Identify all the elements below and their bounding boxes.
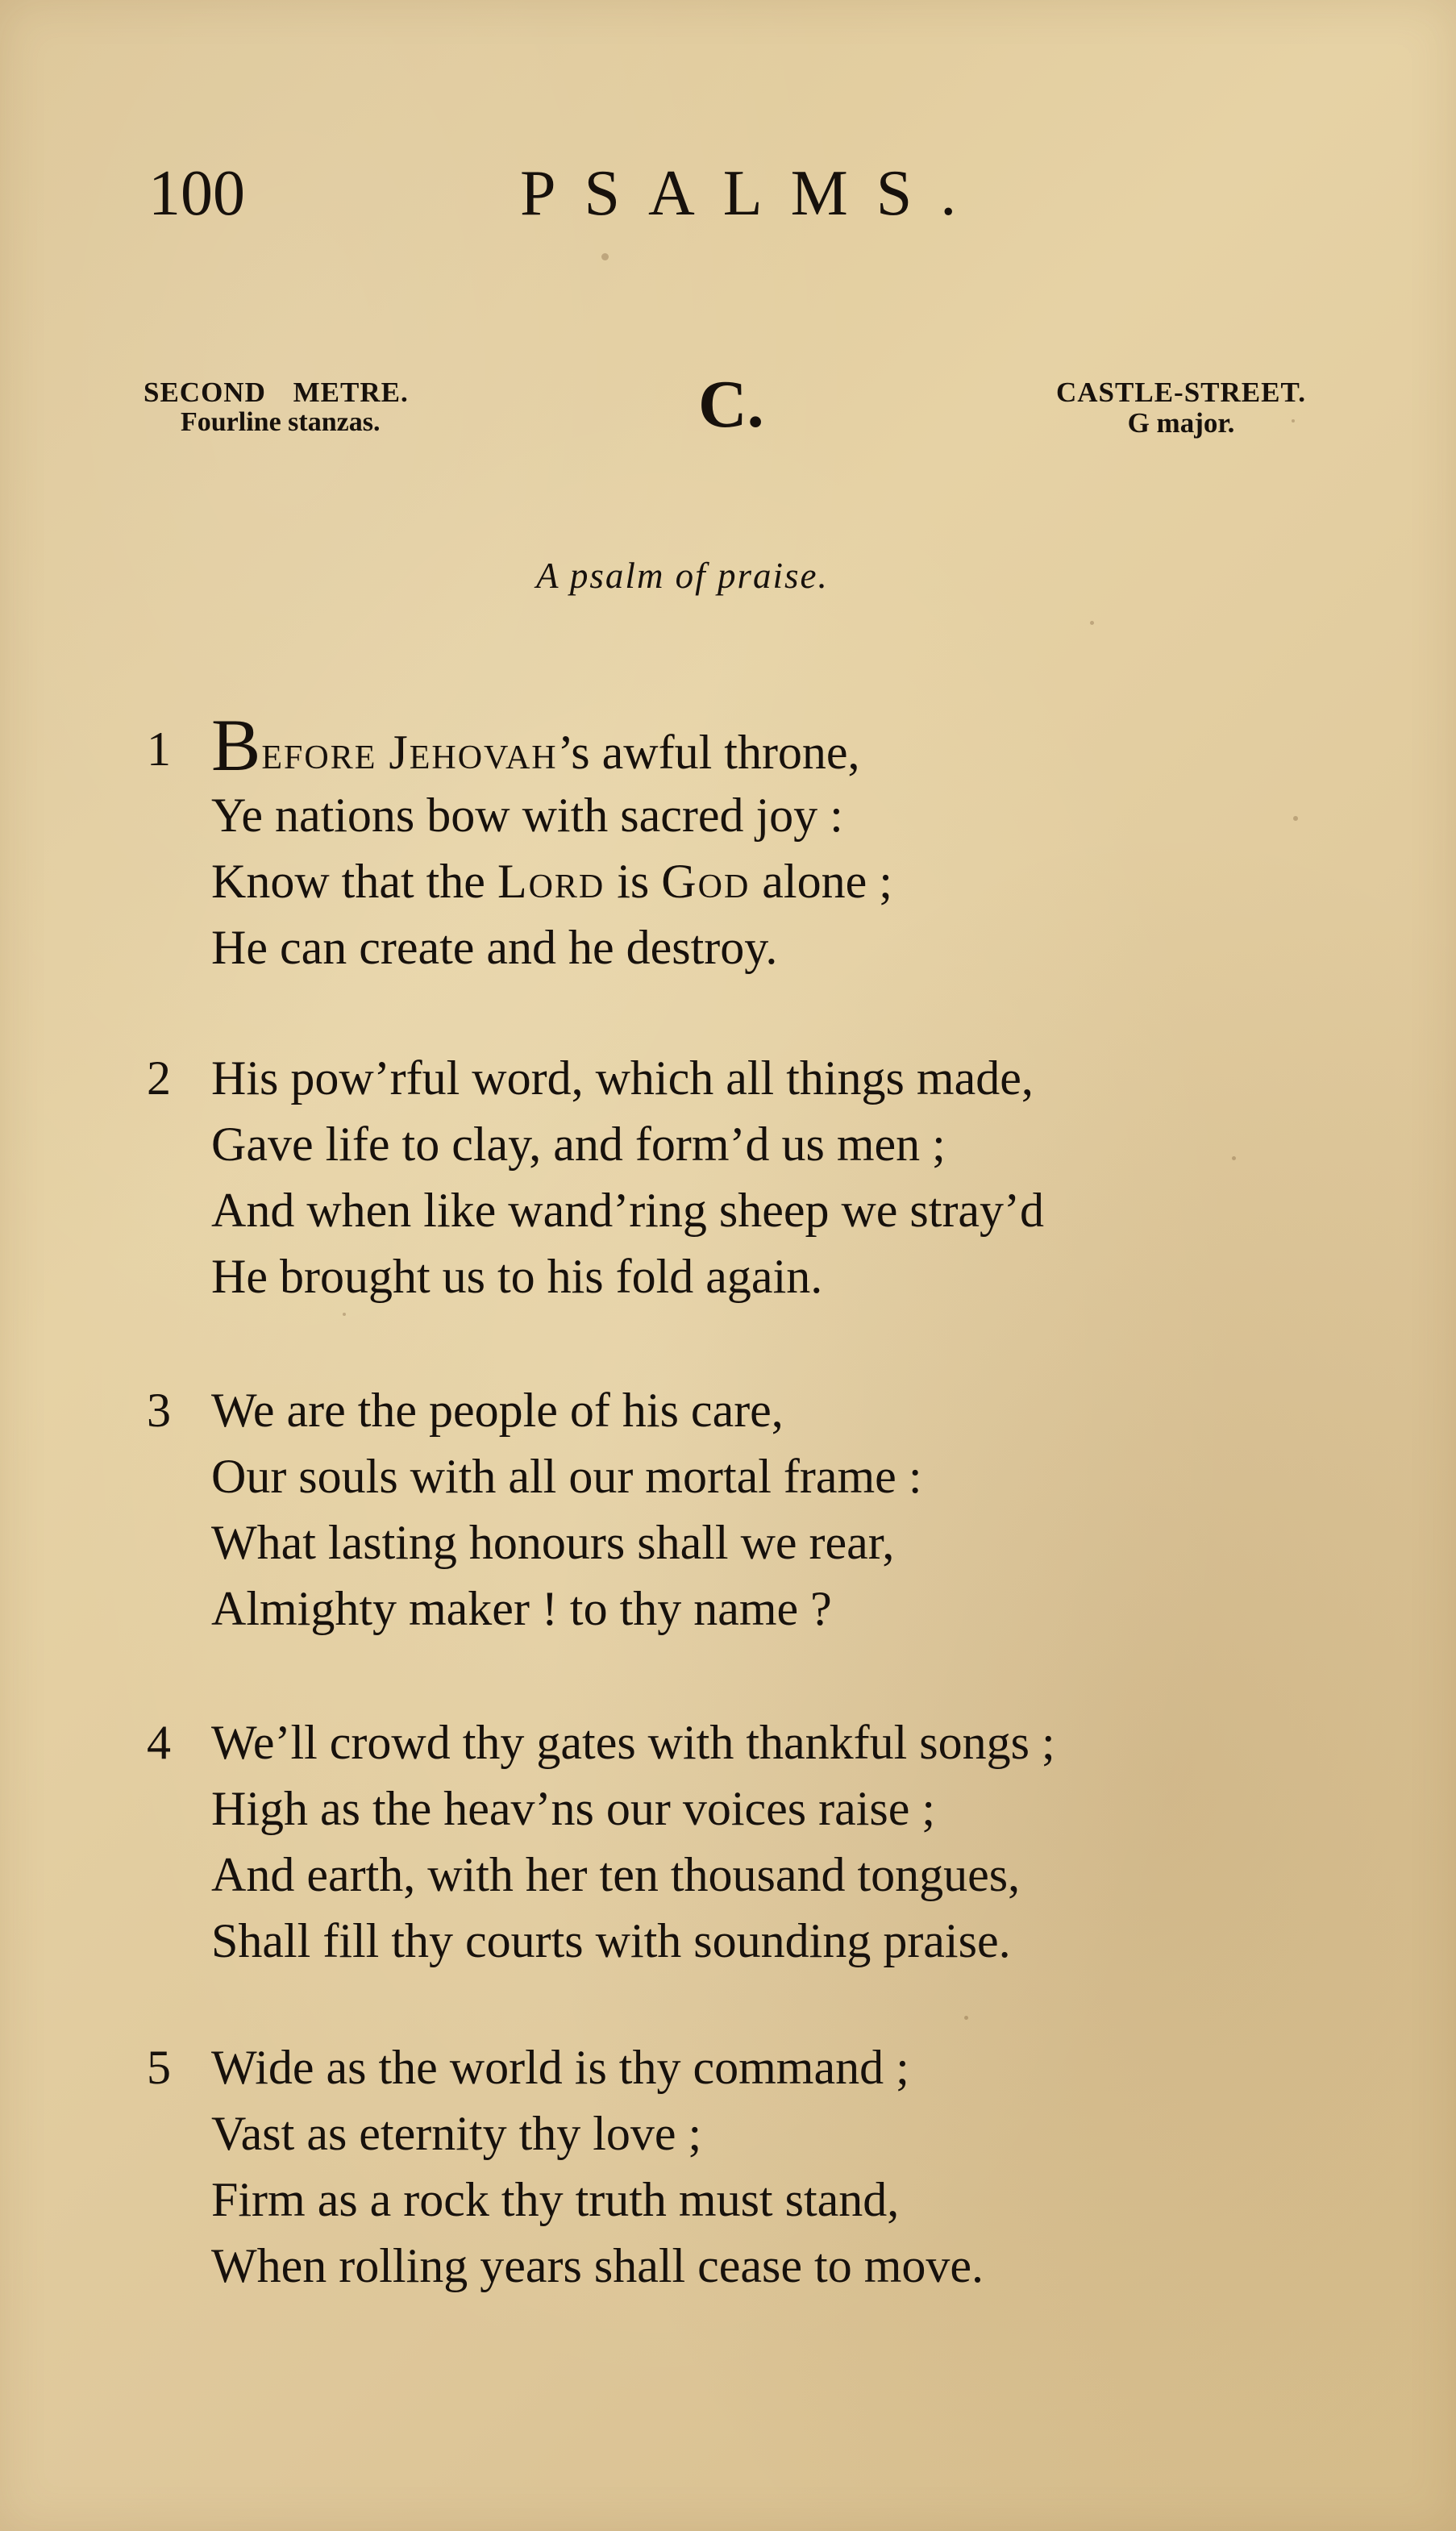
verse-line-3 [211,848,892,914]
stanza-number: 2 [147,1051,171,1105]
paper-speck [343,1313,346,1316]
small-caps-word: Jehovah [389,726,558,779]
stanza-number: 3 [147,1384,171,1437]
psalm-number: C. [698,367,764,442]
verse-text: ’s awful throne, [557,726,860,779]
drop-cap: B [211,704,261,786]
meter-info [144,377,482,438]
verse-line-4: Almighty maker ! to thy name ? [211,1582,832,1635]
verse-line-1 [211,704,860,786]
verse-line-1: We are the people of his care, [211,1384,784,1437]
verse-line-4: When rolling years shall cease to move. [211,2239,984,2292]
verse-line-4: He brought us to his fold again. [211,1250,823,1303]
paper-speck [964,2016,968,2020]
paper-speck [1232,1156,1236,1160]
tune-info [1024,377,1338,439]
paper-speck [1293,816,1298,821]
verse-text: alone ; [750,855,892,908]
stanza-format: Fourline stanzas. [181,406,381,437]
verse-line-2: Vast as eternity thy love ; [211,2107,702,2160]
verse-line-1: We’ll crowd thy gates with thankful songs ; [211,1716,1055,1769]
verse-line-4: Shall fill thy courts with sounding praise. [211,1914,1011,1967]
stanza-number: 5 [147,2041,171,2094]
verse-line-2: Ye nations bow with sacred joy : [211,789,843,842]
page-number: 100 [148,158,245,229]
verse-line-3: And earth, with her ten thousand tongues, [211,1848,1021,1901]
small-caps-word: efore [261,726,377,779]
stanza-number: 4 [147,1716,171,1769]
running-head: PSALMS. [520,158,985,229]
verse-line-2: Gave life to clay, and form’d us men ; [211,1118,946,1171]
verse-line-4: He can create and he destroy. [211,921,778,974]
verse-line-2: Our souls with all our mortal frame : [211,1450,922,1503]
tune-name: CASTLE-STREET. [1056,377,1306,408]
verse-text: is [605,855,662,908]
meter-name: SECOND METRE. [144,377,409,408]
paper-speck [601,253,609,260]
small-caps-word: Lord [497,855,605,908]
tune-key: G major. [1127,406,1235,439]
paper-speck [1090,621,1094,625]
verse-space [376,726,389,779]
verse-line-3: And when like wand’ring sheep we stray’d [211,1184,1045,1237]
verse-line-3: Firm as a rock thy truth must stand, [211,2173,900,2226]
verse-line-1: Wide as the world is thy command ; [211,2041,909,2094]
small-caps-word: God [661,855,751,908]
stanza-number: 1 [147,722,171,776]
verse-line-1: His pow’rful word, which all things made, [211,1051,1034,1105]
verse-text: Know that the [211,855,497,908]
psalm-subtitle: A psalm of praise. [536,556,829,596]
verse-line-2: High as the heav’ns our voices raise ; [211,1782,936,1835]
verse-line-3: What lasting honours shall we rear, [211,1516,895,1569]
